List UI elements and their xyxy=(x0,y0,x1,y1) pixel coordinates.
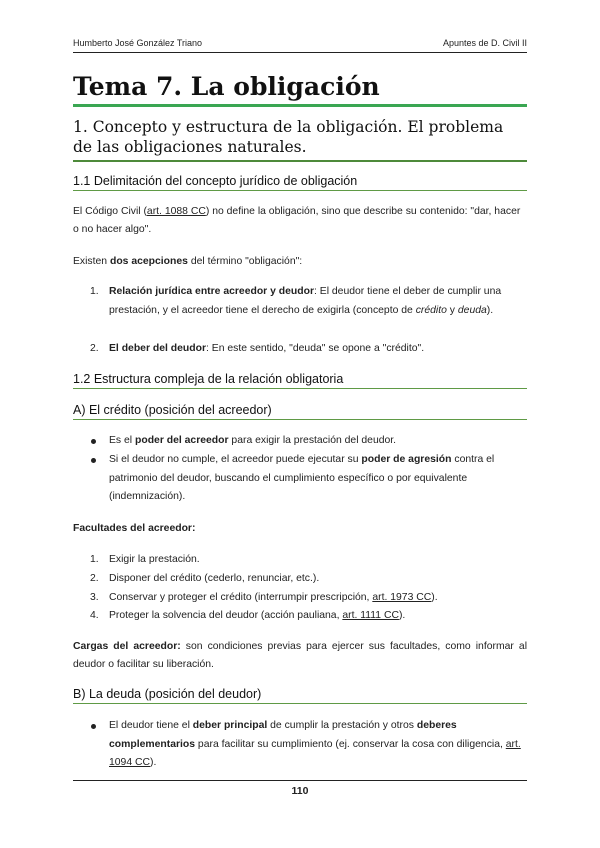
page-header xyxy=(73,38,527,53)
list-number: 1. xyxy=(90,286,99,297)
section-heading: 1. Concepto y estructura de la obligación. El problema de las obligaciones naturales. xyxy=(73,117,527,162)
bullet-dot xyxy=(91,439,96,444)
list-number: 2. xyxy=(90,343,99,354)
list-number: 1. xyxy=(90,554,99,565)
header-author: Humberto José González Triano xyxy=(73,38,203,48)
chapter-title: Tema 7. La obligación xyxy=(73,72,527,107)
page-number: 110 xyxy=(291,785,309,797)
link-art-1094[interactable]: art. 1094 CC xyxy=(109,738,521,768)
page-footer xyxy=(73,780,527,797)
bullet-dot xyxy=(91,458,96,463)
paragraph-cargas: Cargas del acreedor: son condiciones previas para ejercer sus facultades, como informar al deudor o facilitar su liberación. xyxy=(73,641,527,670)
paragraph-definition: El Código Civil (art. 1088 CC) no define la obligación, sino que describe su contenido: "dar, hacer o no hacer algo". xyxy=(73,206,521,235)
list-number: 3. xyxy=(90,592,99,603)
link-art-1088[interactable]: art. 1088 CC xyxy=(146,206,206,217)
document-page: Humberto José González Triano Apuntes de D. Civil II Tema 7. La obligación 1. Concepto y estructura de la obligación. El problema de las obligaciones naturales. 1.1 Delimitación del concepto jurídico de obligación El Código Civil (art. 1088 CC) no define la obligación, sino que describe su contenido: "dar, hacer o no hacer algo". Existen dos acepciones del término "obligación": 1. Relación jurídica entre acreedor y deudor: El deudor tiene el deber de cumplir una prestación, y el acreedor tiene el derecho de exigirla (concepto de crédito y deuda). 2. El deber del deudor: En este sentido, "deuda" se opone a "crédito". 1.2 Estructura compleja de la relación obligatoria A) El crédito (posición del acreedor) Es el poder del acreedor para exigir la prestación del deudor. Si el deudor no cumple, el acreedor puede ejecutar su poder de agresión contra el patrimonio del deudor, buscando el cumplimiento específico o por equivalente (indemnización). Facultades del acreedor: 1. Exigir la prestación. 2. Disponer del crédito (cederlo, renunciar, etc.). 3. Conservar y proteger el crédito (interrumpir prescripción, art. 1973 CC). 4. Proteger la solvencia del deudor (acción pauliana, art. 1111 CC). Cargas del acreedor: son condiciones previas para ejercer sus facultades, como informar al deudor o facilitar su liberación. B) La deuda (posición del deudor) El deudor tiene el deber principal de cumplir la prestación y otros deberes complementarios para facilitar su cumplimiento (ej. conservar la cosa con diligencia, art. 1094 CC). 110 xyxy=(73,38,527,797)
list-number: 2. xyxy=(90,573,99,584)
faculties-label: Facultades del acreedor: xyxy=(73,523,196,534)
link-art-1973[interactable]: art. 1973 CC xyxy=(372,592,432,603)
paragraph-acepciones: Existen dos acepciones del término "obligación": xyxy=(73,256,303,267)
header-course: Apuntes de D. Civil II xyxy=(442,38,527,48)
credit-heading: A) El crédito (posición del acreedor) xyxy=(73,403,527,420)
subsection-heading-1-1: 1.1 Delimitación del concepto jurídico de obligación xyxy=(73,174,527,191)
debt-heading: B) La deuda (posición del deudor) xyxy=(73,687,527,704)
list-number: 4. xyxy=(90,610,99,621)
bullet-dot xyxy=(91,724,96,729)
subsection-heading-1-2: 1.2 Estructura compleja de la relación obligatoria xyxy=(73,372,527,389)
link-art-1111[interactable]: art. 1111 CC xyxy=(342,610,399,621)
